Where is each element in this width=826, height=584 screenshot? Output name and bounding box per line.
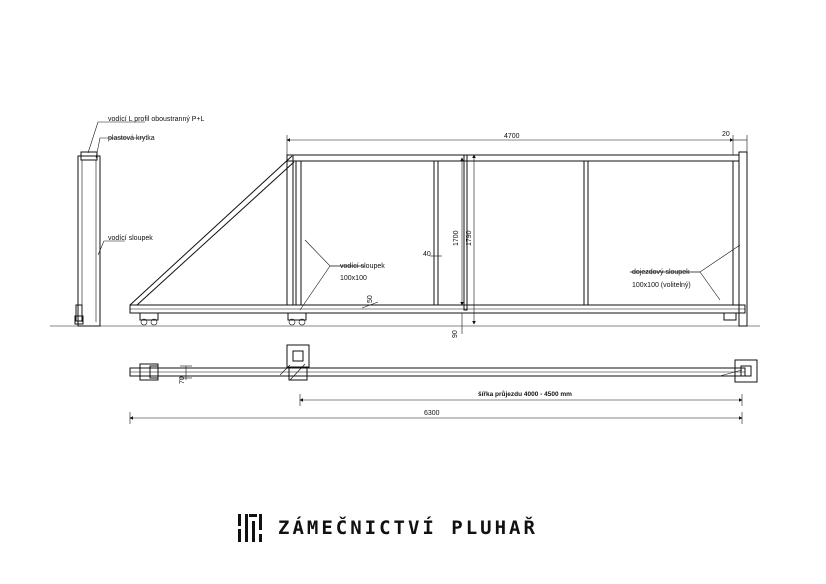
dim-text-1790: 1790: [466, 230, 473, 246]
rollers: [140, 313, 736, 325]
dim-text-70: 70: [179, 376, 186, 384]
brand-name: ZÁMEČNICTVÍ PLUHAŘ: [278, 517, 538, 539]
label-dojezdovy-sloupek-size: 100x100 (volitelný): [632, 282, 691, 289]
gate-frame: [130, 152, 747, 326]
left-guide-post: [75, 152, 100, 326]
dim-text-20: 20: [722, 131, 730, 138]
label-vodici-sloupek-left: vodící sloupek: [108, 235, 153, 242]
dim-text-40: 40: [423, 251, 431, 258]
label-vodici-sloupek-mid-size: 100x100: [340, 275, 367, 282]
brand: [236, 510, 538, 546]
label-vodici-l-profil: vodící L profil oboustranný P+L: [108, 116, 205, 123]
dim-text-6300: 6300: [424, 410, 440, 417]
dim-text-50: 50: [367, 295, 374, 303]
label-plastova-krytka: plastová krytka: [108, 135, 155, 142]
brand-logo-icon: [236, 513, 266, 543]
plan-view: [130, 345, 757, 382]
dim-text-1700: 1700: [453, 230, 460, 246]
dim-text-4700: 4700: [504, 133, 520, 140]
label-dojezdovy-sloupek: dojezdový sloupek: [632, 269, 690, 276]
elevation-view: [50, 122, 760, 334]
label-sirka-pruzjezdu: šířka průjezdu 4000 - 4500 mm: [478, 391, 572, 398]
label-vodici-sloupek-mid: vodící sloupek: [340, 263, 385, 270]
dim-text-90: 90: [452, 330, 459, 338]
